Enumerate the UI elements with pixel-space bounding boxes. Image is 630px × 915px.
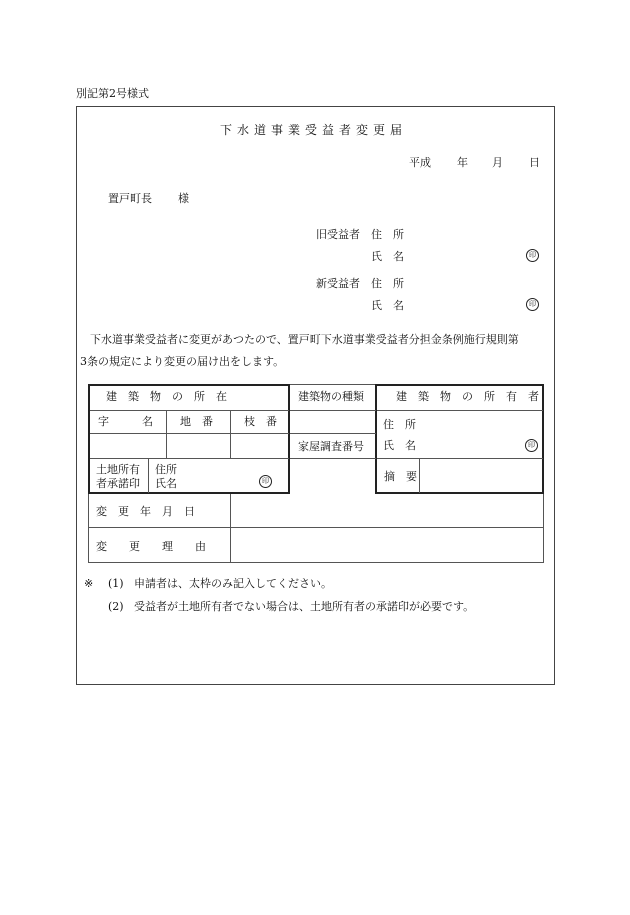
- date-month: 月: [492, 156, 503, 169]
- owner-address-label: 住 所: [383, 418, 416, 431]
- table-line: [290, 433, 376, 434]
- table-line: [542, 384, 544, 494]
- survey-number-label: 家屋調査番号: [298, 440, 364, 453]
- landowner-label-1: 土地所有: [96, 463, 140, 476]
- table-line: [288, 384, 290, 494]
- header-building-type: 建築物の種類: [298, 390, 364, 403]
- table-line: [88, 384, 90, 494]
- new-address-label: 住 所: [371, 277, 404, 290]
- note-1-number: (1): [108, 577, 124, 590]
- table-line: [375, 384, 544, 386]
- new-name-label: 氏 名: [371, 299, 404, 312]
- landowner-name-label: 氏名: [155, 477, 177, 490]
- table-line: [90, 410, 289, 411]
- old-address-label: 住 所: [371, 228, 404, 241]
- header-aza: 字 名: [98, 415, 153, 428]
- old-beneficiary-seal-icon: 印: [526, 249, 539, 262]
- old-beneficiary-label: 旧受益者: [316, 228, 360, 241]
- table-line: [230, 410, 231, 458]
- table-line: [290, 410, 376, 411]
- header-chiban: 地 番: [180, 415, 213, 428]
- table-line: [88, 527, 544, 528]
- table-line: [88, 384, 290, 386]
- date-era: 平成: [409, 156, 431, 169]
- landowner-address-label: 住所: [155, 463, 177, 476]
- note-1-text: 申請者は、太枠のみ記入してください。: [134, 577, 332, 590]
- header-edaban: 枝 番: [244, 415, 277, 428]
- statement-line-1: 下水道事業受益者に変更があつたので、置戸町下水道事業受益者分担金条例施行規則第: [90, 333, 519, 346]
- table-line: [88, 492, 290, 494]
- table-line: [90, 433, 289, 434]
- table-line: [419, 458, 420, 493]
- new-beneficiary-label: 新受益者: [316, 277, 360, 290]
- change-date-label: 変 更 年 月 日: [96, 505, 195, 518]
- header-building-owner: 建 築 物 の 所 有 者: [396, 390, 539, 403]
- table-line: [377, 410, 543, 411]
- table-line: [90, 458, 289, 459]
- note-2-text: 受益者が土地所有者でない場合は、土地所有者の承諾印が必要です。: [134, 600, 475, 613]
- old-name-label: 氏 名: [371, 250, 404, 263]
- form-number: 別記第2号様式: [76, 87, 149, 100]
- change-reason-label: 変 更 理 由: [96, 540, 206, 553]
- remarks-label: 摘 要: [384, 470, 417, 483]
- new-beneficiary-seal-icon: 印: [526, 298, 539, 311]
- table-line: [148, 458, 149, 493]
- table-line: [375, 492, 544, 494]
- landowner-seal-icon: 印: [259, 475, 272, 488]
- table-line: [375, 384, 377, 494]
- header-building-location: 建 築 物 の 所 在: [106, 390, 227, 403]
- form-title: 下水道事業受益者変更届: [220, 123, 408, 137]
- addressee-honorific: 様: [178, 192, 189, 205]
- table-line: [166, 410, 167, 458]
- note-2-number: (2): [108, 600, 124, 613]
- statement-line-2: 3条の規定により変更の届け出をします。: [80, 355, 285, 368]
- note-mark: ※: [84, 577, 94, 590]
- date-year: 年: [457, 156, 468, 169]
- table-line: [230, 494, 231, 563]
- date-day: 日: [529, 156, 540, 169]
- table-line: [290, 458, 376, 459]
- addressee-name: 置戸町長: [108, 192, 152, 205]
- owner-name-label: 氏 名: [383, 439, 416, 452]
- table-line: [377, 458, 543, 459]
- landowner-label-2: 者承諾印: [96, 477, 140, 490]
- table-line: [88, 562, 544, 563]
- owner-seal-icon: 印: [525, 439, 538, 452]
